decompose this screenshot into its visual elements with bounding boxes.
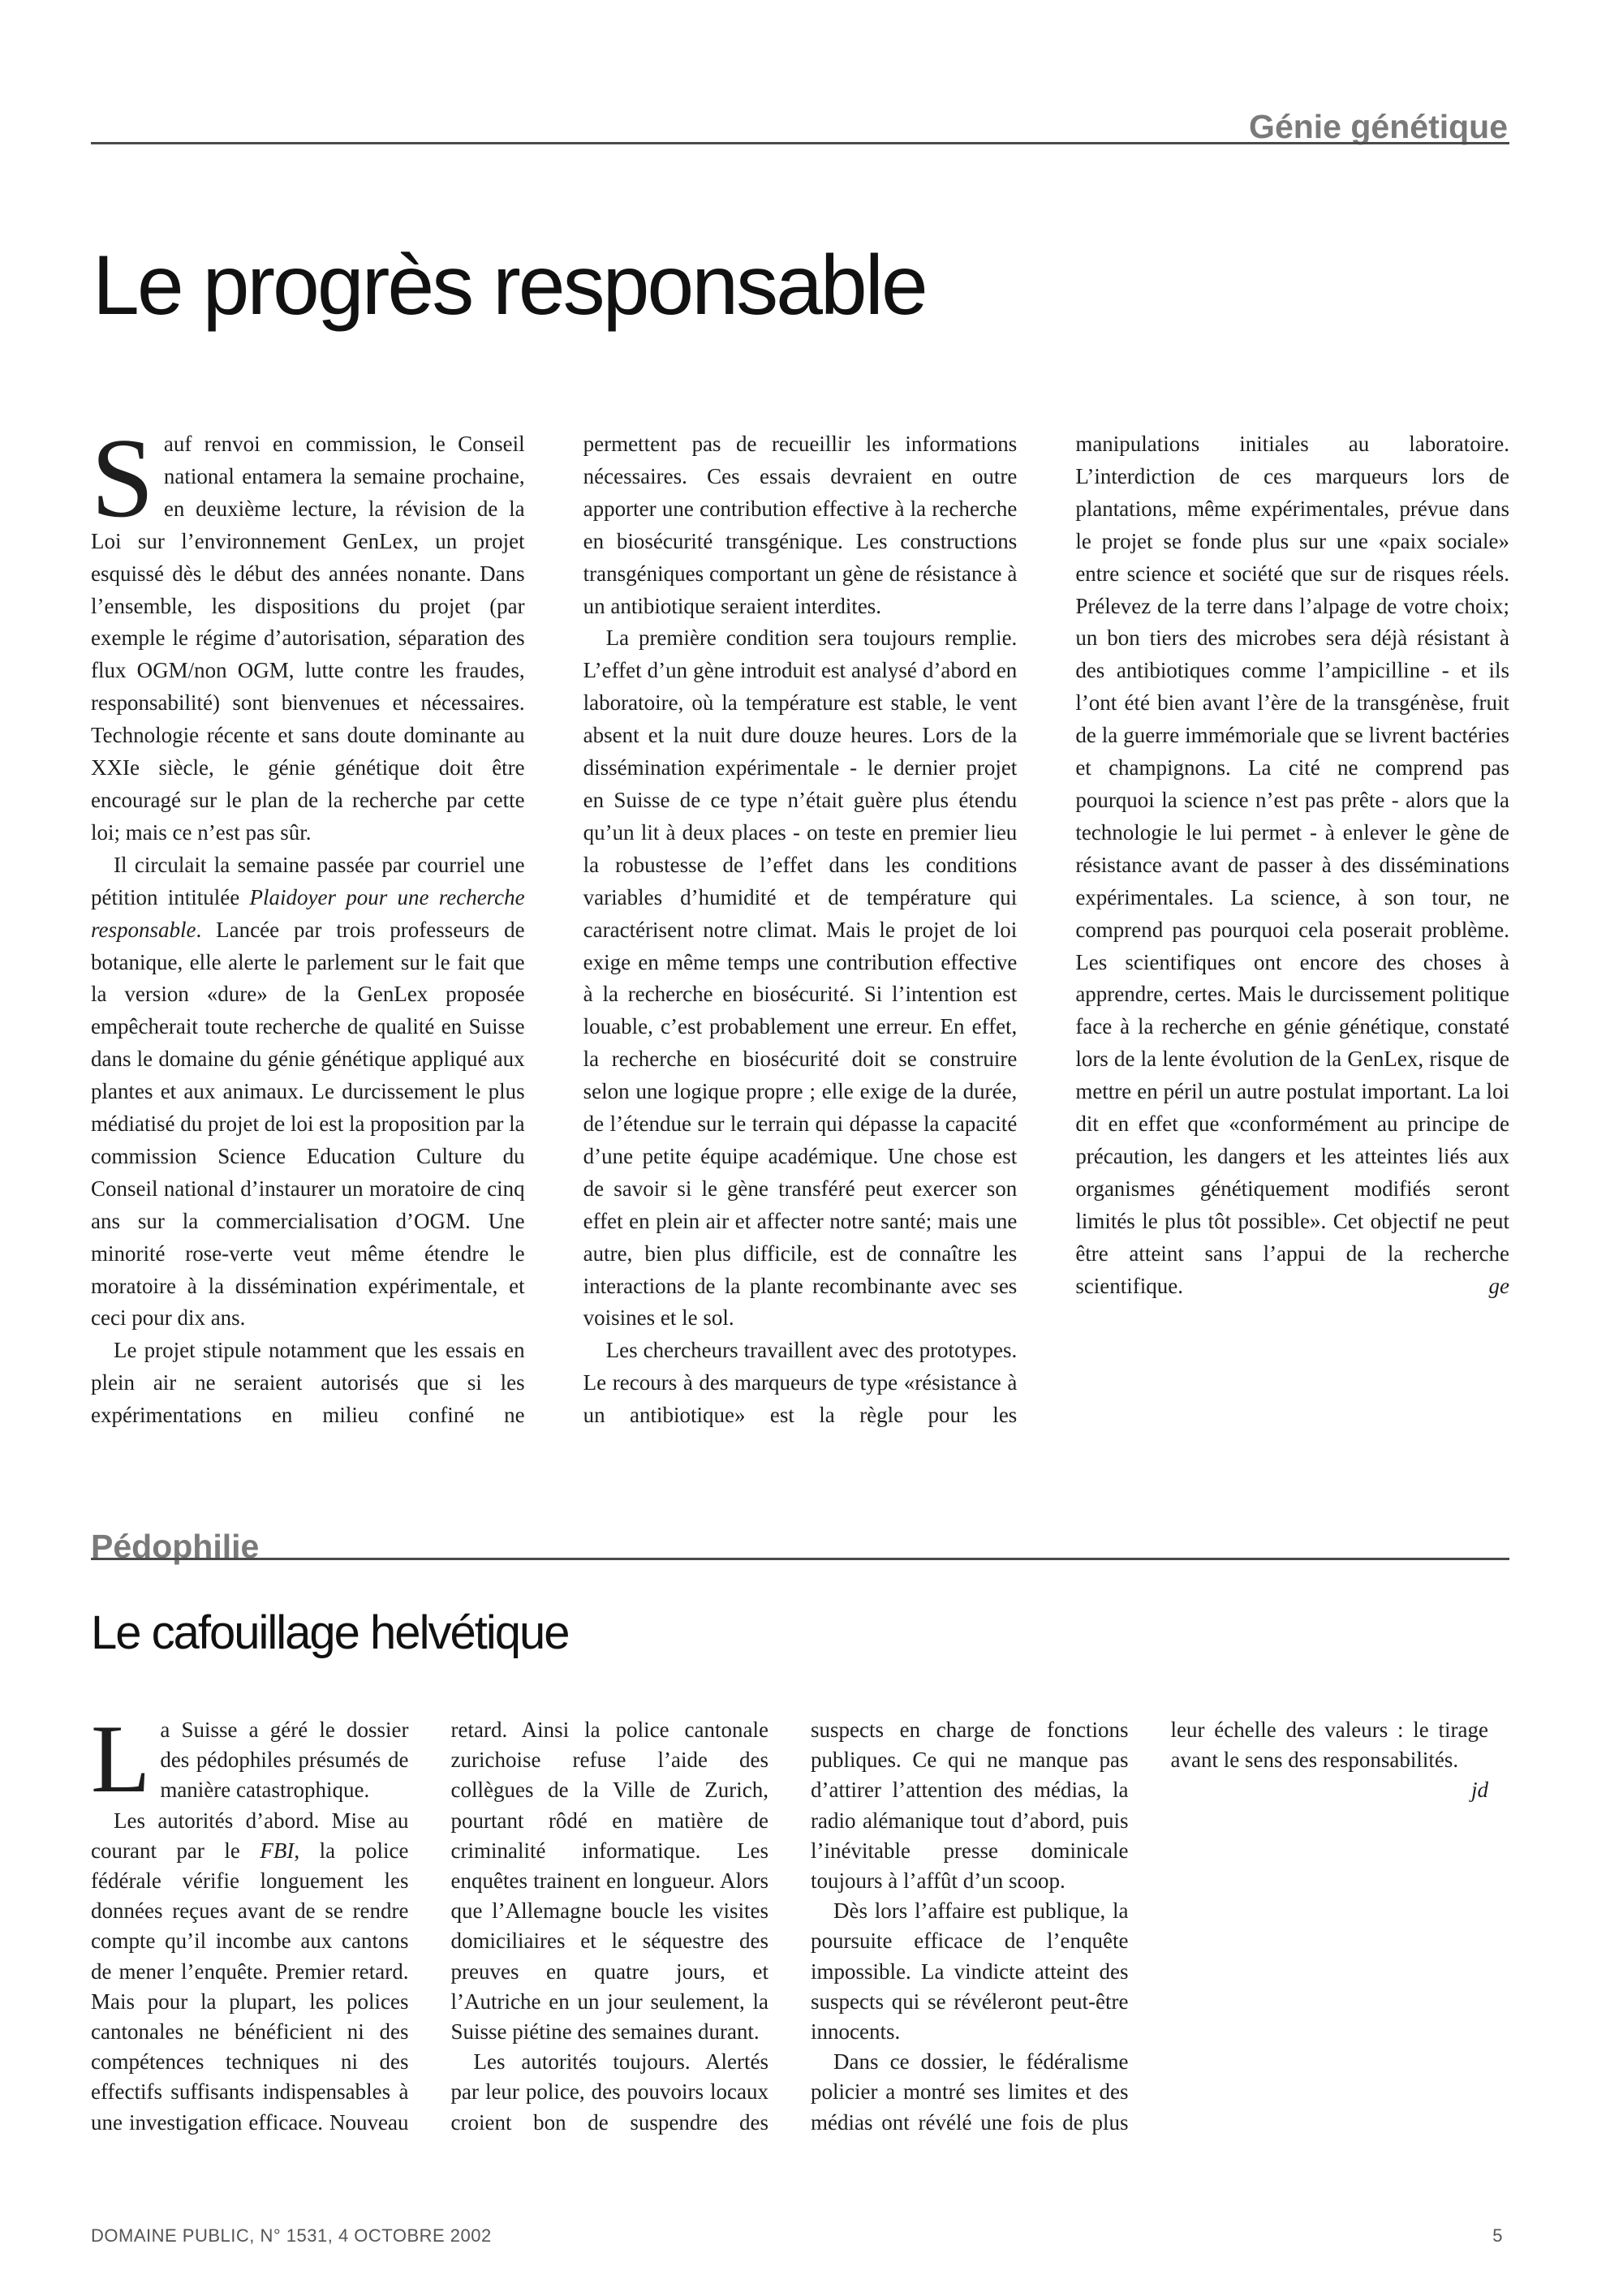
author-signature: jd — [1470, 1778, 1488, 1803]
article-body — [91, 415, 1509, 1459]
drop-cap: S — [91, 415, 154, 541]
paragraph: Les chercheurs travaillent avec des prototypes. Le recours à des marqueurs de type «résistance à un antibiotique» est la règle pour les manipulations initiales au laboratoire. L’interdiction de ces marqueurs lors de plantations, même expérimentales, prévue dans le projet se fonde plus sur une «paix sociale» entre science et société que sur de risques réels. Prélevez de la terre dans l’alpage de votre choix; un bon tiers des microbes sera déjà résistant à des antibiotiques comme l’ampicilline - et ils l’ont été bien avant l’ère de la transgénèse, fruit de la guerre immémoriale que se livrent bactéries et champignons. La cité ne comprend pas pourquoi la science n’est pas prête - alors que la technologie le lui permet - à enlever le gène de résistance avant de passer à des disséminations expérimentales. La science, à son tour, ne comprend pas pourquoi cela poserait problème. Les scientifiques ont encore des choses à apprendre, certes. Mais le durcissement politique face à la recherche en génie génétique, constaté lors de la lente évolution de la GenLex, risque de mettre en péril un autre postulat important. La loi dit en effet que «conformément au principe de précaution, les dangers et les atteintes liés aux organismes génétiquement modifiés seront limités le plus tôt possible». Cet objectif ne peut être atteint sans l’appui de la recherche scientifique. ge — [583, 432, 1509, 1428]
drop-cap: L — [91, 1705, 151, 1812]
paragraph: Les autorités toujours. Alertés par leur police, des pouvoirs locaux croient bon de suspendre des suspects en charge de fonctions publiques. Ce qui ne manque pas d’attirer l’attention des médias, la radio alémanique tout d’abord, puis l’inévitable presse dominicale toujours à l’affût d’un scoop. — [450, 1718, 1129, 2135]
paragraph: Le projet stipule notamment que les essais en plein air ne seraient autorisés que si les expérimentations en milieu confiné ne permettent pas de recueillir les informations nécessaires. Ces essais devraient en outre apporter une contribution effective à la recherche en biosécurité transgénique. Les constructions transgéniques comportant un gène de résistance à un antibiotique seraient interdites. — [91, 432, 1018, 1428]
section-label: Pédophilie — [91, 1528, 260, 1565]
article-title: Le progrès responsable — [93, 239, 926, 333]
paragraph: Dès lors l’affaire est publique, la poursuite efficace de l’enquête impossible. La vindicte atteint des suspects qui se révéleront peut-être innocents. — [811, 1898, 1129, 2044]
paragraph: La première condition sera toujours remplie. L’effet d’un gène introduit est analysé d’abord en laboratoire, où la température est stable, le vent absent et la nuit dure douze heures. Lors de la dissémination expérimentale - le dernier projet en Suisse de ce type n’était guère plus étendu qu’un lit à deux places - on teste en premier lieu la robustesse de l’effet dans les conditions variables d’humidité et de température qui caractérisent notre climat. Mais le projet de loi exige en même temps une contribution effective à la recherche en biosécurité. Si l’intention est louable, c’est probablement une erreur. En effet, la recherche en biosécurité doit se construire selon une logique propre ; elle exige de la durée, de l’étendue sur le terrain qui dépasse la capacité d’une petite équipe académique. Une chose est de savoir si le gène transféré peut exercer son effet en plein air et affecter notre santé; mais une autre, bien plus difficile, est de connaître les interactions de la plante recombinante avec ses voisines et le sol. — [583, 626, 1018, 1331]
footer-publication: DOMAINE PUBLIC, N° 1531, 4 OCTOBRE 2002 — [91, 2225, 492, 2246]
paragraph: Il circulait la semaine passée par courriel une pétition intitulée Plaidoyer pour une recherche responsable. Lancée par trois professeurs de botanique, elle alerte le parlement sur le fait que la version «dure» de la GenLex proposée empêcherait toute recherche de qualité en Suisse dans le domaine du génie génétique appliqué aux plantes et aux animaux. Le durcissement le plus médiatisé du projet de loi est la proposition par la commission Science Education Culture du Conseil national d’instaurer un moratoire de cinq ans sur la commercialisation d’OGM. Une minorité rose-verte veut même étendre le moratoire à la dissémination expérimentale, et ceci pour dix ans. — [91, 852, 525, 1331]
agency-name: FBI — [260, 1838, 295, 1863]
section-label: Génie génétique — [1249, 108, 1508, 145]
paragraph: Sauf renvoi en commission, le Conseil national entamera la semaine prochaine, en deuxième lecture, la révision de la Loi sur l’environnement GenLex, un projet esquissé dès le début des années nonante. Dans l’ensemble, les dispositions du projet (par exemple le régime d’autorisation, séparation des flux OGM/non OGM, lutte contre les fraudes, responsabilité) sont bienvenues et nécessaires. Technologie récente et sans doute dominante au XXIe siècle, le génie génétique doit être encouragé sur le plan de la recherche par cette loi; mais ce n’est pas sûr. — [91, 415, 525, 845]
petition-title: Plaidoyer pour une recherche responsable — [91, 884, 525, 942]
article-body — [91, 1705, 1488, 2153]
page-number: 5 — [1492, 2225, 1503, 2246]
section-rule — [91, 1558, 1509, 1560]
paragraph: La Suisse a géré le dossier des pédophiles présumés de manière catastrophique. — [91, 1705, 409, 1812]
paragraph: Dans ce dossier, le fédéralisme policier a montré ses limites et des médias ont révélé une fois de plus leur échelle des valeurs : le tirage avant le sens des responsabilités. jd — [811, 1718, 1488, 2135]
author-signature: ge — [1488, 1273, 1509, 1298]
article-title: Le cafouillage helvétique — [91, 1606, 569, 1659]
paragraph: Les autorités d’abord. Mise au courant par le FBI, la police fédérale vérifie longuement les données reçues avant de se rendre compte qu’il incombe aux cantons de mener l’enquête. Premier retard. Mais pour la plupart, les polices cantonales ne bénéficient ni des compétences techniques ni des effectifs suffisants indispensables à une investigation efficace. Nouveau retard. Ainsi la police cantonale zurichoise refuse l’aide des collègues de la Ville de Zurich, pourtant rôdé en matière de criminalité informatique. Les enquêtes trainent en longueur. Alors que l’Allemagne boucle les visites domiciliaires et le séquestre des preuves en quatre jours, et l’Autriche en un jour seulement, la Suisse piétine des semaines durant. — [91, 1718, 768, 2135]
section-rule — [91, 142, 1509, 144]
